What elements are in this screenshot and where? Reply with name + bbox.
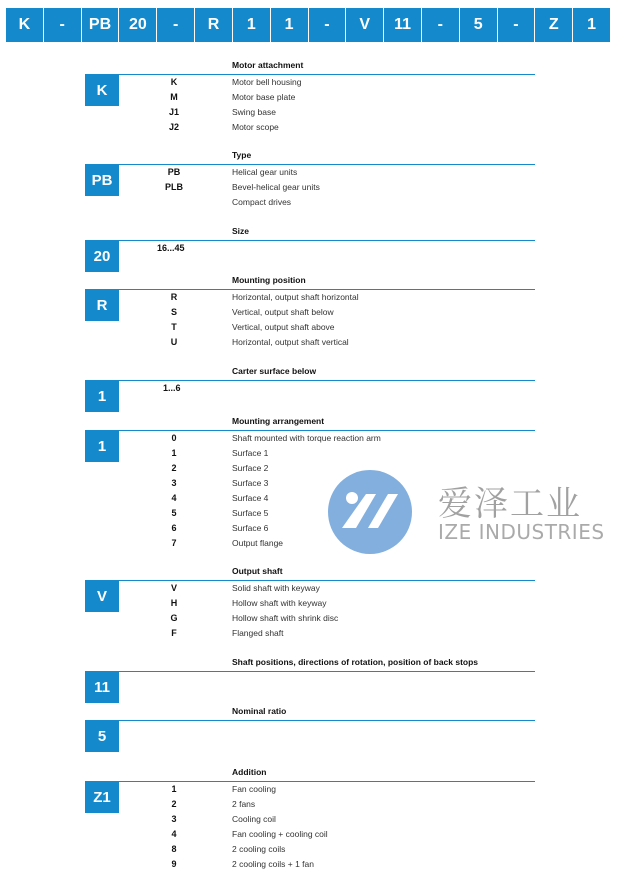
option-description: Flanged shaft	[232, 628, 284, 638]
section-title: Carter surface below	[232, 366, 317, 376]
option-code: 0	[171, 433, 177, 443]
option-code: 4	[171, 493, 177, 503]
option-code: 2	[171, 463, 177, 473]
option-description: Output flange	[232, 538, 284, 548]
ize-logo-icon	[322, 468, 418, 556]
ize-watermark	[322, 462, 612, 557]
section-title: Mounting arrangement	[232, 416, 325, 426]
option-code: 8	[171, 844, 177, 854]
option-description: 2 cooling coils	[232, 844, 286, 854]
option-code: 5	[171, 508, 177, 518]
option-description: Shaft mounted with torque reaction arm	[232, 433, 381, 443]
code-bar-cell: 1	[573, 8, 610, 42]
option-code: U	[170, 337, 178, 347]
option-code: 3	[171, 478, 177, 488]
option-description: Hollow shaft with keyway	[232, 598, 327, 608]
section-title: Motor attachment	[232, 60, 304, 70]
option-code: 2	[171, 799, 177, 809]
section-title: Size	[232, 226, 250, 236]
option-description: Surface 3	[232, 478, 269, 488]
code-bar-cell: V	[346, 8, 383, 42]
option-code: K	[170, 77, 178, 87]
section-code-box: PB	[85, 164, 119, 196]
option-description: 2 fans	[232, 799, 256, 809]
section-code-box: Z1	[85, 781, 119, 813]
option-description: 2 cooling coils + 1 fan	[232, 859, 314, 869]
option-description: Hollow shaft with shrink disc	[232, 613, 339, 623]
section-divider	[119, 430, 535, 431]
option-code: M	[170, 92, 178, 102]
option-description: Horizontal, output shaft horizontal	[232, 292, 359, 302]
code-bar-cell: R	[195, 8, 232, 42]
option-code: R	[170, 292, 178, 302]
code-bar-cell: -	[309, 8, 346, 42]
code-bar-cell: -	[157, 8, 194, 42]
watermark-chinese-text: 爱泽工业	[438, 484, 582, 524]
type-code-bar	[6, 8, 610, 42]
option-description: Solid shaft with keyway	[232, 583, 320, 593]
code-bar-cell: PB	[82, 8, 119, 42]
option-description: Surface 5	[232, 508, 269, 518]
option-code: H	[170, 598, 178, 608]
section-code-box: K	[85, 74, 119, 106]
section-title: Mounting position	[232, 275, 306, 285]
code-bar-cell: Z	[535, 8, 572, 42]
option-code: F	[171, 628, 177, 638]
option-code: S	[170, 307, 177, 317]
code-bar-cell: 5	[460, 8, 497, 42]
option-code: V	[170, 583, 177, 593]
section-divider	[119, 289, 535, 290]
option-description: Surface 4	[232, 493, 269, 503]
option-code: PB	[167, 167, 181, 177]
section-divider	[119, 671, 535, 672]
option-code: G	[170, 613, 178, 623]
section-title: Addition	[232, 767, 267, 777]
option-code: 1	[171, 784, 177, 794]
section-title: Output shaft	[232, 566, 283, 576]
option-description: Cooling coil	[232, 814, 276, 824]
option-description: Helical gear units	[232, 167, 298, 177]
option-description: Motor bell housing	[232, 77, 302, 87]
watermark-english-text: IZE INDUSTRIES	[438, 520, 605, 544]
section-divider	[119, 240, 535, 241]
option-description: Motor scope	[232, 122, 279, 132]
code-bar-cell: -	[422, 8, 459, 42]
option-code: 4	[171, 829, 177, 839]
option-code: 6	[171, 523, 177, 533]
option-description: Surface 1	[232, 448, 269, 458]
section-divider	[119, 164, 535, 165]
option-code: 3	[171, 814, 177, 824]
section-code-box: 1	[85, 430, 119, 462]
option-description: Swing base	[232, 107, 276, 117]
size-range: 16...45	[157, 243, 185, 253]
option-description: Fan cooling + cooling coil	[232, 829, 328, 839]
section-code-box: 11	[85, 671, 119, 703]
option-code: 7	[171, 538, 177, 548]
carter-range: 1...6	[163, 383, 181, 393]
option-code: T	[171, 322, 177, 332]
section-divider	[119, 74, 535, 75]
code-bar-cell: K	[6, 8, 43, 42]
section-code-box: V	[85, 580, 119, 612]
section-code-box: 20	[85, 240, 119, 272]
option-description: Bevel-helical gear units	[232, 182, 320, 192]
option-code: J1	[168, 107, 179, 117]
section-code-box: R	[85, 289, 119, 321]
option-description: Vertical, output shaft above	[232, 322, 335, 332]
code-bar-cell: -	[498, 8, 535, 42]
section-divider	[119, 380, 535, 381]
section-divider	[119, 580, 535, 581]
option-description: Motor base plate	[232, 92, 296, 102]
code-bar-cell: 11	[384, 8, 421, 42]
option-description: Horizontal, output shaft vertical	[232, 337, 349, 347]
section-divider	[119, 781, 535, 782]
option-code: J2	[168, 122, 179, 132]
section-code-box: 5	[85, 720, 119, 752]
section-title: Type	[232, 150, 252, 160]
section-divider	[119, 720, 535, 721]
option-code: 1	[171, 448, 177, 458]
option-description: Fan cooling	[232, 784, 276, 794]
code-bar-cell: 1	[233, 8, 270, 42]
option-description: Vertical, output shaft below	[232, 307, 334, 317]
code-bar-cell: 20	[119, 8, 156, 42]
option-description: Compact drives	[232, 197, 292, 207]
option-code: 9	[171, 859, 177, 869]
code-bar-cell: 1	[271, 8, 308, 42]
section-title: Nominal ratio	[232, 706, 287, 716]
code-bar-cell: -	[44, 8, 81, 42]
section-title: Shaft positions, directions of rotation, position of back stops	[232, 657, 479, 667]
option-description: Surface 2	[232, 463, 269, 473]
option-code: PLB	[165, 182, 183, 192]
option-description: Surface 6	[232, 523, 269, 533]
section-code-box: 1	[85, 380, 119, 412]
